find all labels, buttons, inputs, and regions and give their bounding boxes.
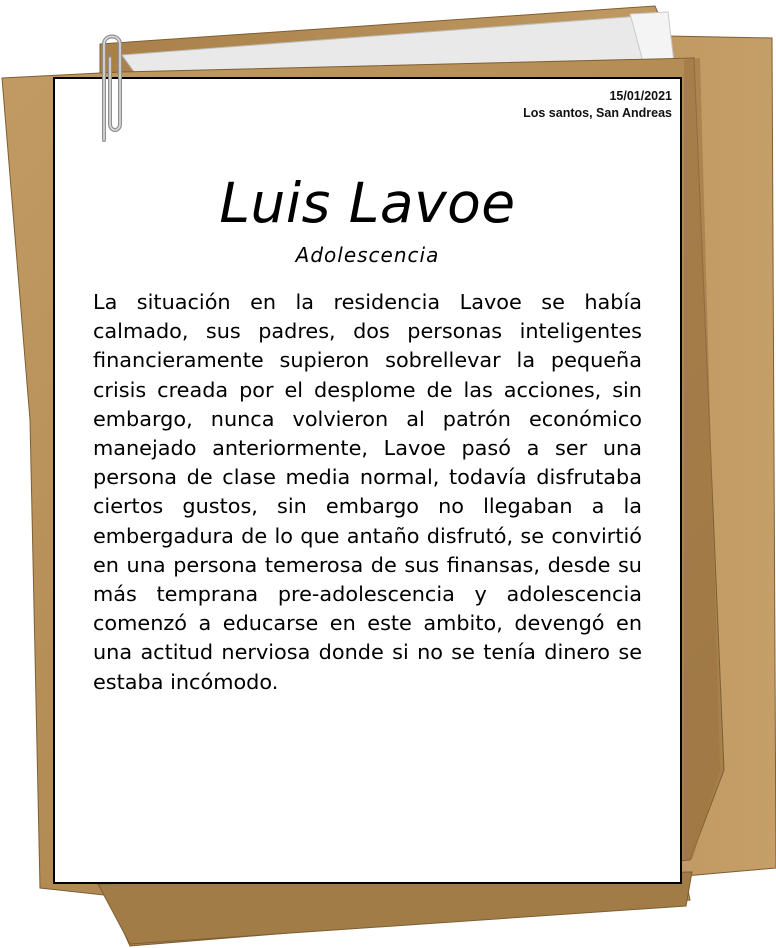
paperclip-icon — [88, 28, 128, 146]
document-meta — [523, 88, 672, 122]
document-date: 15/01/2021 — [609, 89, 672, 103]
document-subtitle: Adolescencia — [295, 243, 440, 267]
document-title: Luis Lavoe — [219, 171, 516, 235]
document-body: La situación en la residencia Lavoe se había calmado, sus padres, dos personas inteligentes financieramente supieron sobrellevar la pequeña crisis creada por el desplome de las acciones, sin embargo, nunca volvieron al patrón económico manejado anteriormente, Lavoe pasó a ser una persona de clase media normal, todavía disfrutaba ciertos gustos, sin embargo no llegaban a la embergadura de lo que antaño disfrutó, se convirtió en una persona temerosa de sus finansas, desde su más temprana pre-adolescencia y adolescencia comenzó a educarse en este ambito, devengó en una actitud nerviosa donde si no se tenía dinero se estaba incómodo. — [93, 290, 642, 694]
document-page — [53, 77, 682, 884]
document-location: Los santos, San Andreas — [523, 106, 672, 120]
